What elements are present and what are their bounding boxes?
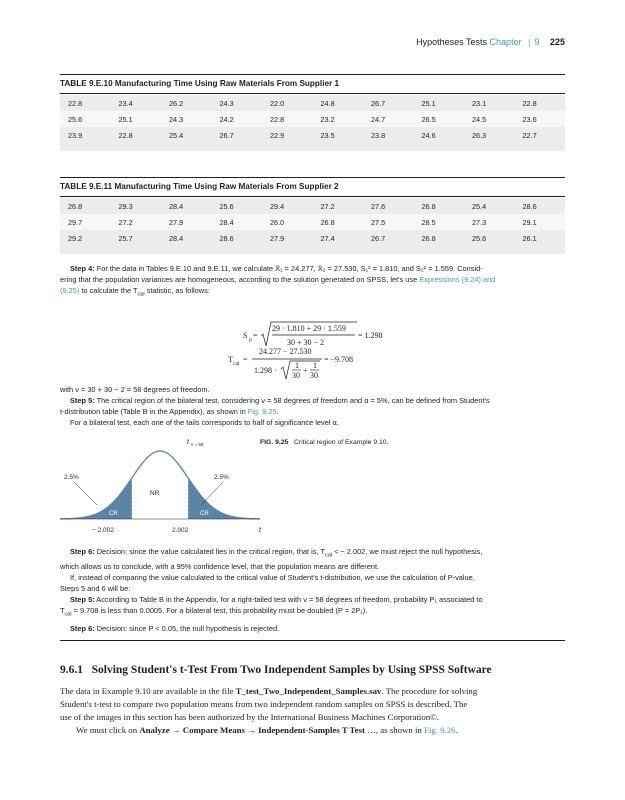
table-cell: 28.6	[212, 230, 263, 246]
step6a-text3: which allows us to conclude, with a 95% confidence level, that the population means are different.	[60, 562, 380, 572]
table-cell: 22.9	[262, 127, 313, 143]
spss-menu-path: Analyze → Compare Means → Independent-Samples T Test	[139, 725, 365, 735]
table-cell: 28.6	[515, 198, 566, 214]
step6a-text1: Decision: since the value calculated lies in the critical region, that is, T	[96, 547, 325, 556]
table-cell: 23.9	[60, 127, 111, 143]
table-cell: 25.6	[464, 230, 515, 246]
step4-text3: to calculate the T	[81, 286, 138, 295]
fig-926-link[interactable]: Fig. 9.26	[424, 725, 456, 735]
table-cell: 28.4	[161, 198, 212, 214]
table-cell: 29.3	[111, 198, 162, 214]
table-cell: 22.0	[262, 95, 313, 111]
right-percentage: 2.5%	[214, 474, 229, 481]
tcal-equals: =	[243, 355, 248, 364]
right-pointer-line	[201, 482, 223, 505]
section-heading	[60, 664, 492, 676]
step6b-line	[70, 623, 279, 634]
step4-sub: cal	[137, 291, 145, 298]
cr-right-label: CR	[200, 511, 209, 517]
section-title: Solving Student's t-Test From Two Independent Samples by Using SPSS Software	[91, 664, 492, 676]
step4-text2a: ering that the population variances are homogeneous, according to the solution generated on SPSS, let's use	[60, 275, 418, 284]
table-cell: 25.1	[414, 95, 465, 111]
table-cell: 24.3	[212, 95, 263, 111]
tcal-sub: cal	[233, 361, 240, 367]
sp-sub: p	[249, 337, 252, 343]
table-cell: 29.4	[262, 198, 313, 214]
table-cell: 26.8	[60, 198, 111, 214]
table-cell: 23.6	[515, 111, 566, 127]
table-cell: 26.7	[212, 127, 263, 143]
step6b-label: Step 6:	[70, 624, 95, 633]
table-cell: 23.5	[313, 127, 364, 143]
tcal-result: = −9.708	[324, 355, 354, 364]
para2-c: .	[455, 725, 458, 735]
para1-a: The data in Example 9.10 are available in the file	[60, 686, 234, 696]
chapter-label: Chapter	[489, 37, 522, 47]
table-cell: 26.7	[363, 230, 414, 246]
para2-b: …, as shown in	[367, 725, 422, 735]
step6a-sub: cal	[324, 552, 332, 559]
table-cell: 27.2	[313, 198, 364, 214]
sp-equals: =	[253, 331, 258, 340]
table-cell: 25.4	[464, 198, 515, 214]
table-cell: 27.6	[363, 198, 414, 214]
table-cell: 27.5	[363, 214, 414, 230]
table2-title: TABLE 9.E.11 Manufacturing Time Using Raw Materials From Supplier 2	[60, 182, 339, 191]
table-cell: 24.5	[464, 111, 515, 127]
para1-line2: Student's t-test to compare two population means from two independent random samples on SPSS is described. The	[60, 699, 468, 709]
step6a-label: Step 6:	[70, 547, 95, 556]
table-cell: 26.2	[161, 95, 212, 111]
table-cell: 24.6	[414, 127, 465, 143]
table-cell: 26.0	[262, 214, 313, 230]
dof-line: with ν = 30 + 30 − 2 = 58 degrees of freedom.	[60, 385, 210, 394]
tcal-thirty-a: 30	[292, 371, 300, 380]
table-cell: 27.3	[464, 214, 515, 230]
table-cell: 27.9	[262, 230, 313, 246]
table-cell: 26.7	[363, 95, 414, 111]
table-cell: 22.8	[111, 127, 162, 143]
expressions-link[interactable]: Expressions (9.24) and	[419, 275, 496, 284]
bilateral-line: For a bilateral test, each one of the tails corresponds to half of significance level α.	[70, 418, 339, 427]
step6b-text: Decision: since P < 0.05, the null hypothesis is rejected.	[96, 624, 280, 633]
t-top-label: t	[187, 439, 189, 446]
data-file-name: T_test_Two_Independent_Samples.sav	[235, 686, 382, 696]
table-cell: 26.8	[313, 214, 364, 230]
step5a-text1: The critical region of the bilateral test, considering ν = 58 degrees of freedom and α = 5%, can be defined from Student's	[96, 396, 490, 405]
table-cell: 27.4	[313, 230, 364, 246]
step5b-text1: According to Table B in the Appendix, for a right-tailed test with ν = 58 degrees of freedom, probability P₁ associated to	[96, 595, 483, 605]
step5b-text2a: T	[60, 606, 65, 616]
left-critical-region-fill	[60, 478, 132, 519]
table-cell: 22.7	[515, 127, 566, 143]
table-cell: 23.8	[363, 127, 414, 143]
x-left-label: − 2.002	[92, 527, 114, 534]
table-cell: 25.4	[161, 127, 212, 143]
x-right-label: 2.002	[172, 527, 189, 534]
pvalue-line1: If, instead of comparing the value calculated to the critical value of Student's t-distribution, we use the calculation of P-value,	[70, 573, 475, 583]
tcal-one-a: 1	[295, 361, 299, 370]
page-number: 225	[549, 37, 565, 47]
left-pointer-line	[74, 482, 97, 505]
table-cell: 24.3	[161, 111, 212, 127]
chapter-number: 9	[534, 37, 540, 47]
table-cell: 24.2	[212, 111, 263, 127]
table-cell: 26.3	[464, 127, 515, 143]
sp-label: S	[243, 331, 248, 340]
table-cell: 28.5	[414, 214, 465, 230]
step5b-label: Step 5:	[70, 595, 95, 605]
sp-result: = 1.298	[358, 331, 383, 340]
expression-925-link[interactable]: (9.25)	[60, 286, 80, 295]
table-cell: 23.4	[111, 95, 162, 111]
figure-caption-text: Critical region of Example 9.10.	[294, 439, 389, 446]
table-cell: 28.4	[161, 230, 212, 246]
table1-title: TABLE 9.E.10 Manufacturing Time Using Raw Materials From Supplier 1	[60, 79, 340, 88]
right-critical-region-fill	[188, 478, 260, 519]
tcal-den-coef: 1.298 ·	[254, 366, 277, 375]
table-cell: 25.7	[111, 230, 162, 246]
dof-step5-block	[60, 384, 565, 428]
nr-label: NR	[150, 490, 160, 497]
table-cell: 25.1	[111, 111, 162, 127]
table-cell: 24.8	[313, 95, 364, 111]
figure-caption	[260, 439, 388, 446]
para1-line3: use of the images in this section has been authorized by the International Business Machines Corporation©.	[60, 712, 439, 722]
table-cell: 28.4	[212, 214, 263, 230]
table-cell: 25.6	[212, 198, 263, 214]
sp-numerator: 29 · 1.810 + 29 · 1.559	[272, 324, 346, 333]
tcal-label: T	[228, 355, 233, 364]
cr-left-label: CR	[109, 511, 118, 517]
pvalue-line2: Steps 5 and 6 will be:	[60, 584, 131, 594]
table-cell: 29.1	[515, 214, 566, 230]
para1-b: . The procedure for solving	[381, 686, 478, 696]
step4-text4: statistic, as follows:	[146, 286, 210, 295]
table-cell: 26.1	[515, 230, 566, 246]
table-cell: 23.2	[313, 111, 364, 127]
tcal-plus: +	[303, 366, 308, 375]
sp-denominator: 30 + 30 − 2	[287, 338, 325, 347]
table-cell: 23.1	[464, 95, 515, 111]
figure-caption-label: FIG. 9.25	[260, 439, 289, 446]
tcal-one-b: 1	[313, 361, 317, 370]
header-separator: |	[528, 37, 531, 47]
step4-text1: For the data in Tables 9.E.10 and 9.E.11, we calculate X̄₁ = 24.277, X̄₂ = 27.530, S₁² = 1.810, and S₂² = 1.559. Consid-	[96, 264, 483, 273]
tcal-thirty-b: 30	[310, 371, 318, 380]
x-axis-label: t	[259, 527, 261, 534]
running-title: Hypotheses Tests	[416, 37, 488, 47]
decision-block	[60, 546, 565, 621]
step5a-text3: .	[276, 407, 279, 416]
fig-925-link[interactable]: Fig. 9.25	[247, 407, 277, 416]
section-body	[60, 685, 565, 737]
para2-a: We must click on	[76, 725, 138, 735]
table-cell: 22.8	[60, 95, 111, 111]
section-rule	[60, 640, 565, 641]
step5b-sub: cal	[64, 611, 72, 618]
step5b-text2b: = 9.708 is less than 0.0005. For a bilateral test, this probability must be doubled (P = 2P₁).	[73, 606, 368, 616]
t-top-sub: ν = 58	[191, 442, 204, 447]
nonrejection-region-fill	[132, 451, 188, 519]
step5a-text2: t-distribution table (Table B in the Appendix), as shown in	[60, 407, 246, 416]
table-cell: 26.8	[414, 198, 465, 214]
tcal-numerator: 24.277 − 27.530	[259, 347, 312, 356]
table-cell: 24.7	[363, 111, 414, 127]
table-cell: 26.8	[414, 230, 465, 246]
step4-label: Step 4:	[70, 264, 95, 273]
table-cell: 26.5	[414, 111, 465, 127]
left-percentage: 2.5%	[64, 474, 79, 481]
table-cell: 29.7	[60, 214, 111, 230]
table-cell: 27.9	[161, 214, 212, 230]
table-cell: 27.2	[111, 214, 162, 230]
critical-region-figure	[60, 435, 280, 545]
section-number: 9.6.1	[60, 664, 83, 676]
step5a-label: Step 5:	[70, 396, 95, 405]
table-cell: 22.8	[262, 111, 313, 127]
table-cell: 25.6	[60, 111, 111, 127]
step6a-text2: < − 2.002, we must reject the null hypothesis,	[334, 547, 483, 556]
table-cell: 29.2	[60, 230, 111, 246]
table-cell: 22.8	[515, 95, 566, 111]
